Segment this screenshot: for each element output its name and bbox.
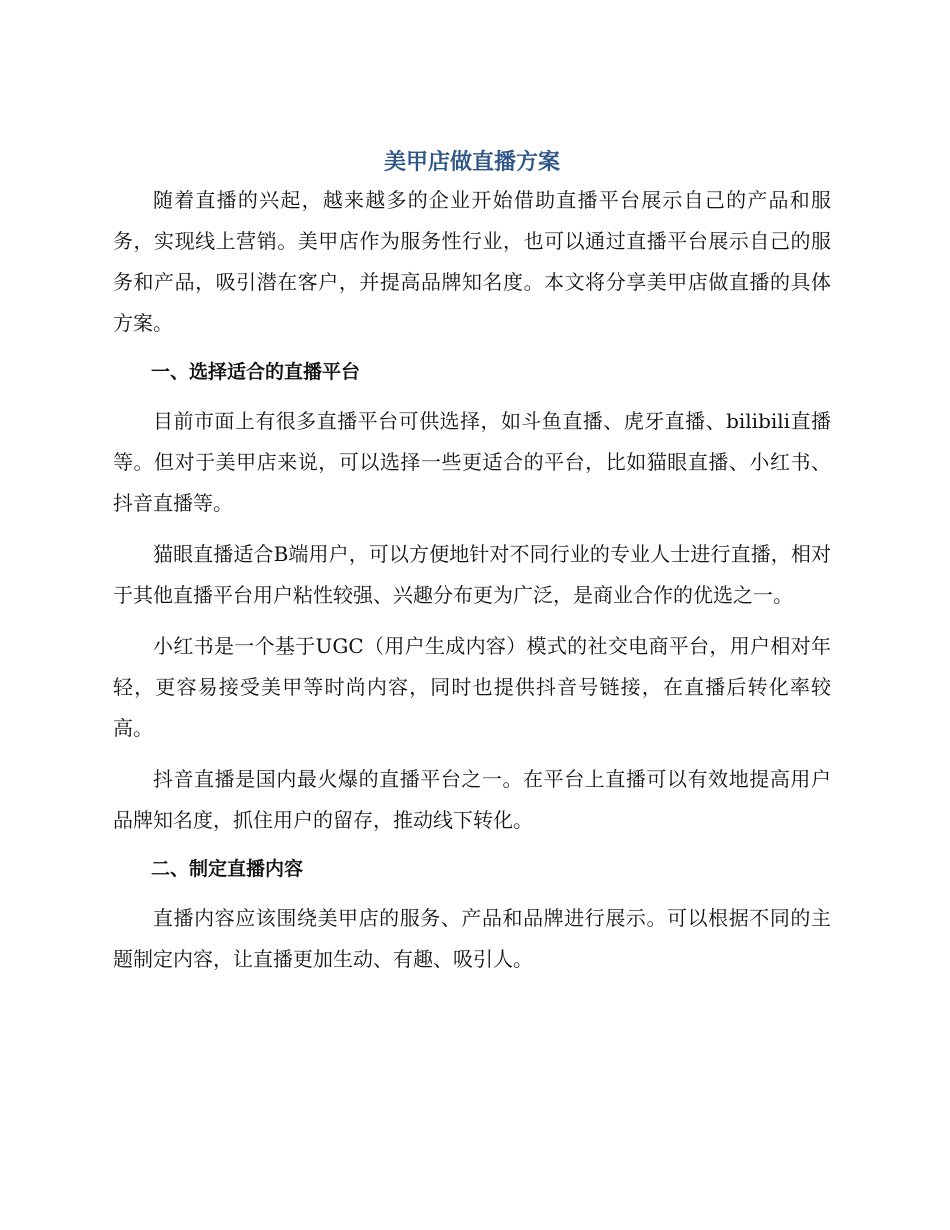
- section-1-heading: 一、选择适合的直播平台: [151, 361, 361, 383]
- document-title: 美甲店做直播方案: [383, 150, 560, 175]
- section-2-paragraph-content: 直播内容应该围绕美甲店的服务、产品和品牌进行展示。可以根据不同的主题制定内容，让直播更加生动、有趣、吸引人。: [113, 906, 831, 971]
- document-body: [113, 146, 831, 980]
- section-1-paragraph-platforms: 目前市面上有很多直播平台可供选择，如斗鱼直播、虎牙直播、bilibili直播等。但对于美甲店来说，可以选择一些更适合的平台，比如猫眼直播、小红书、抖音直播等。: [113, 409, 831, 515]
- intro-paragraph: 随着直播的兴起，越来越多的企业开始借助直播平台展示自己的产品和服务，实现线上营销。美甲店作为服务性行业，也可以通过直播平台展示自己的服务和产品，吸引潜在客户，并提高品牌知名度。本文将分享美甲店做直播的具体方案。: [113, 188, 831, 335]
- section-1-paragraph-maoyan: 猫眼直播适合B端用户，可以方便地针对不同行业的专业人士进行直播，相对于其他直播平台用户粘性较强、兴趣分布更为广泛，是商业合作的优选之一。: [113, 542, 831, 607]
- section-1-paragraph-douyin: 抖音直播是国内最火爆的直播平台之一。在平台上直播可以有效地提高用户品牌知名度，抓住用户的留存，推动线下转化。: [113, 767, 831, 832]
- section-1-paragraph-xiaohongshu: 小红书是一个基于UGC（用户生成内容）模式的社交电商平台，用户相对年轻，更容易接受美甲等时尚内容，同时也提供抖音号链接，在直播后转化率较高。: [113, 634, 831, 740]
- section-2-heading: 二、制定直播内容: [151, 858, 304, 880]
